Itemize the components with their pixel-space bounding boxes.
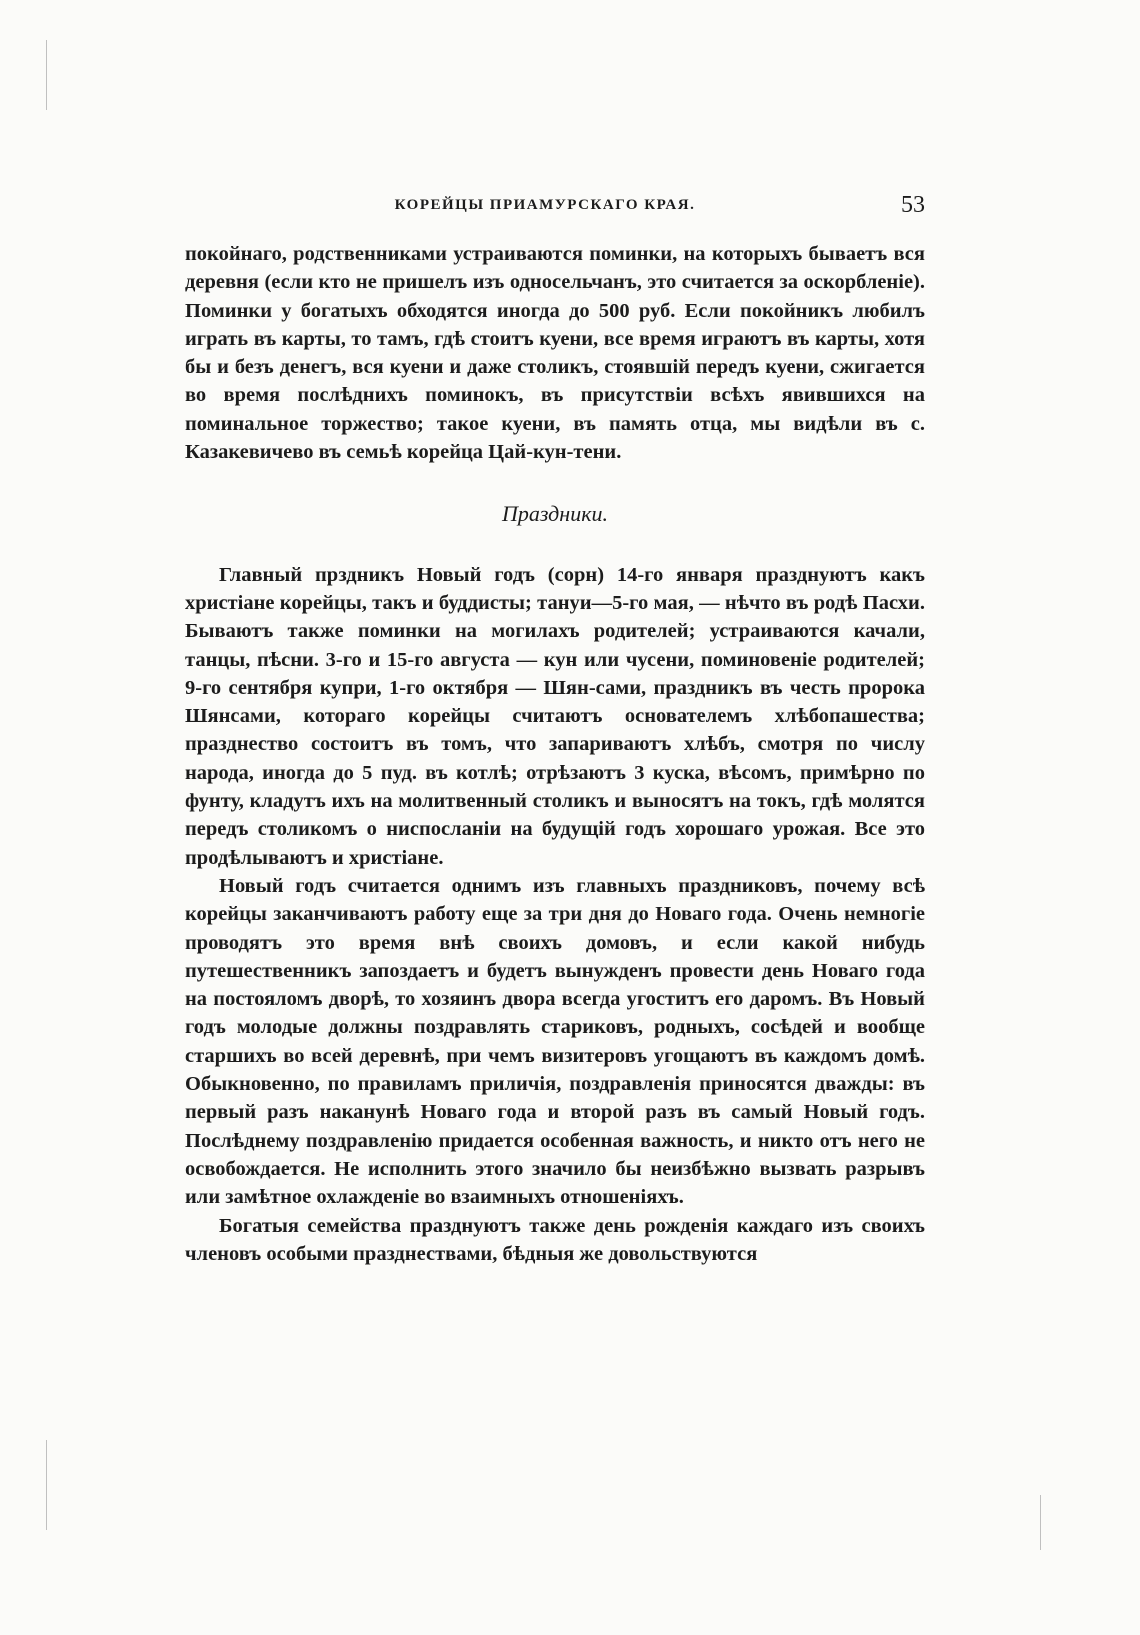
page-body xyxy=(185,240,925,1268)
page-number: 53 xyxy=(901,192,925,218)
paragraph-continuation: покойнаго, родственниками устраиваются поминки, на которыхъ бываетъ вся деревня (если кто не пришелъ изъ односельчанъ, это считается за оскорбленіе). Поминки у богатыхъ обходятся иногда до 500 руб. Если покойникъ любилъ играть въ карты, то тамъ, гдѣ стоитъ куени, все время играютъ въ карты, хотя бы и безъ денегъ, вся куени и даже столикъ, стоявшій передъ куени, сжигается во время послѣднихъ поминокъ, въ присутствіи всѣхъ явившихся на поминальное торжество; такое куени, въ память отца, мы видѣли въ с. Казакевичево въ семьѣ корейца Цай-кун-тени. xyxy=(185,243,925,464)
scan-edge-left-top xyxy=(46,40,47,110)
scan-edge-left-bottom xyxy=(46,1440,47,1530)
paragraph-holidays: Главный прздникъ Новый годъ (сорн) 14-го января празднуютъ какъ христіане корейцы, такъ и буддисты; тануи—5-го мая, — нѣчто въ родѣ Пасхи. Бываютъ также поминки на могилахъ родителей; устраиваются качали, танцы, пѣсни. 3-го и 15-го августа — кун или чусени, поминовеніе родителей; 9-го сентября купри, 1-го октября — Шян-сами, праздникъ въ честь пророка Шянсами, котораго корейцы считаютъ основателемъ хлѣбопашества; празднество состоитъ въ томъ, что запариваютъ хлѣбъ, смотря по числу народа, иногда до 5 пуд. въ котлѣ; отрѣзаютъ 3 куска, вѣсомъ, примѣрно по фунту, кладутъ ихъ на молитвенный столикъ и выносятъ на токъ, гдѣ молятся передъ столикомъ о ниспосланіи на будущій годъ хорошаго урожая. Все это продѣлываютъ и христіане. xyxy=(185,563,925,869)
paragraph-birthdays: Богатыя семейства празднуютъ также день рожденія каждаго изъ своихъ членовъ особыми празднествами, бѣдныя же довольствуются xyxy=(185,1214,925,1265)
scan-edge-right-bottom xyxy=(1040,1495,1041,1550)
page-header xyxy=(185,190,925,220)
paragraph-new-year: Новый годъ считается однимъ изъ главныхъ праздниковъ, почему всѣ корейцы заканчиваютъ работу еще за три дня до Новаго года. Очень немногіе проводятъ это время внѣ своихъ домовъ, и если какой нибудь путешественникъ запоздаетъ и будетъ вынужденъ провести день Новаго года на постояломъ дворѣ, то хозяинъ двора всегда угоститъ его даромъ. Въ Новый годъ молодые должны поздравлять стариковъ, родныхъ, сосѣдей и вообще старшихъ во всей деревнѣ, при чемъ визитеровъ угощаютъ въ каждомъ домѣ. Обыкновенно, по правиламъ приличія, поздравленія приносятся дважды: въ первый разъ наканунѣ Новаго года и второй разъ въ самый Новый годъ. Послѣднему поздравленію придается особенная важность, и никто отъ него не освобождается. Не исполнить этого значило бы неизбѣжно вызвать разрывъ или замѣтное охлажденіе во взаимныхъ отношеніяхъ. xyxy=(185,874,925,1209)
running-title: КОРЕЙЦЫ ПРИАМУРСКАГО КРАЯ. xyxy=(394,197,696,213)
section-heading: Праздники. xyxy=(501,501,608,527)
